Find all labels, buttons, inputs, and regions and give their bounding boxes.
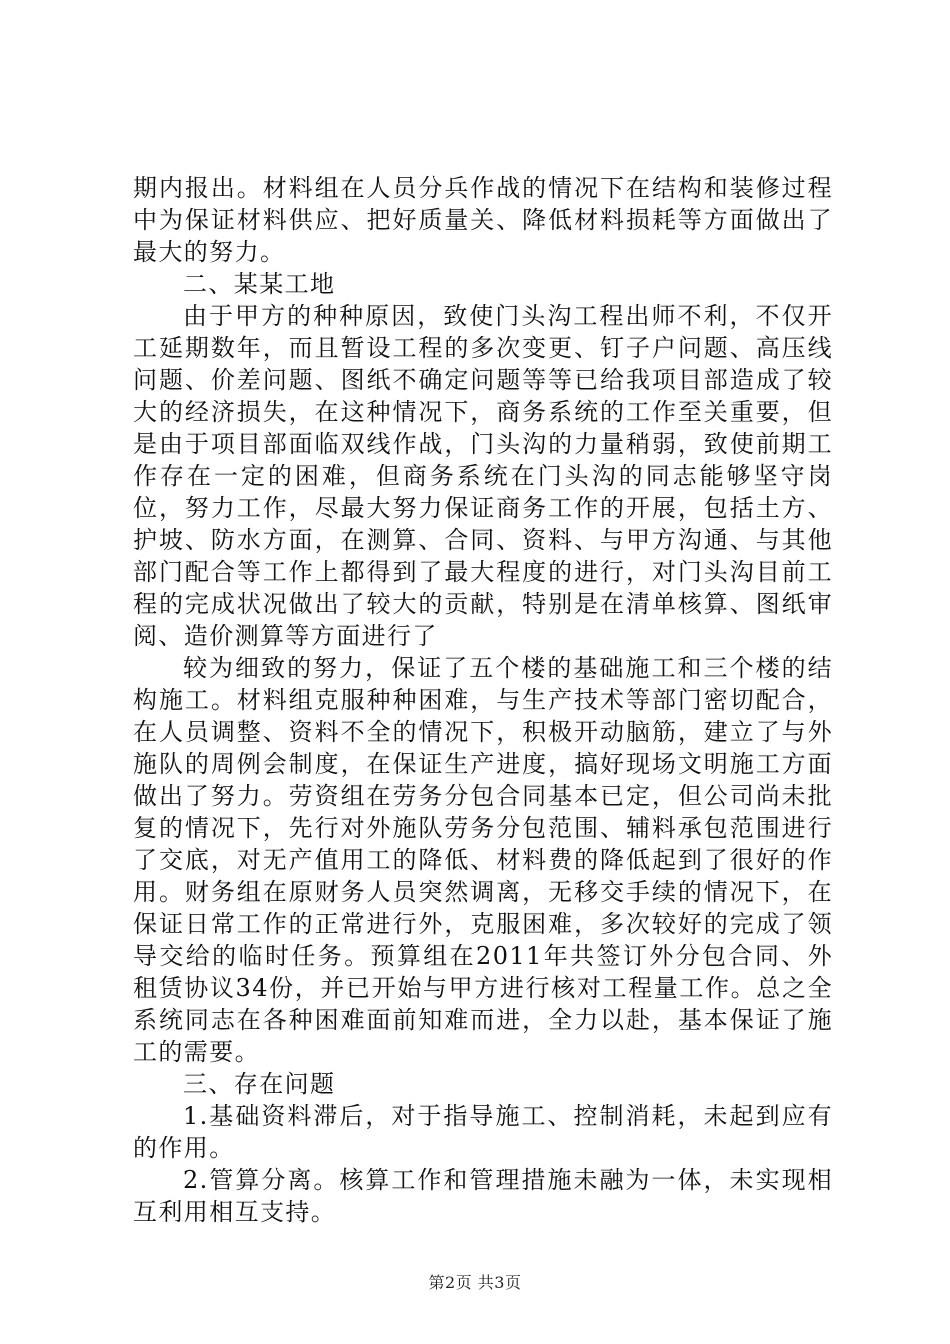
- document-body: [133, 172, 833, 1228]
- paragraph-continuation: 期内报出。材料组在人员分兵作战的情况下在结构和装修过程中为保证材料供应、把好质量关、降低材料损耗等方面做出了最大的努力。: [133, 174, 833, 266]
- section-heading-issues: 三、存在问题: [183, 1070, 336, 1098]
- issue-item-1: 1.基础资料滞后，对于指导施工、控制消耗，未起到应有的作用。: [133, 1102, 833, 1162]
- paragraph-site-details: 较为细致的努力，保证了五个楼的基础施工和三个楼的结构施工。材料组克服种种困难，与生产技术等部门密切配合，在人员调整、资料不全的情况下，积极开动脑筋，建立了与外施队的周例会制度，在保证生产进度，搞好现场文明施工方面做出了努力。劳资组在劳务分包合同基本已定，但公司尚未批复的情况下，先行对外施队劳务分包范围、辅料承包范围进行了交底，对无产值用工的降低、材料费的降低起到了很好的作用。财务组在原财务人员突然调离，无移交手续的情况下，在保证日常工作的正常进行外，克服困难，多次较好的完成了领导交给的临时任务。预算组在2011年共签订外分包合同、外租赁协议34份，并已开始与甲方进行核对工程量工作。总之全系统同志在各种困难面前知难而进，全力以赴，基本保证了施工的需要。: [133, 654, 833, 1066]
- page-footer: 第2页 共3页: [428, 1273, 522, 1292]
- paragraph-site-overview: 由于甲方的种种原因，致使门头沟工程出师不利，不仅开工延期数年，而且暂设工程的多次变更、钉子户问题、高压线问题、价差问题、图纸不确定问题等等已给我项目部造成了较大的经济损失，在这种情况下，商务系统的工作至关重要，但是由于项目部面临双线作战，门头沟的力量稍弱，致使前期工作存在一定的困难，但商务系统在门头沟的同志能够坚守岗位，努力工作，尽最大努力保证商务工作的开展，包括土方、护坡、防水方面，在测算、合同、资料、与甲方沟通、与其他部门配合等工作上都得到了最大程度的进行，对门头沟目前工程的完成状况做出了较大的贡献，特别是在清单核算、图纸审阅、造价测算等方面进行了: [133, 302, 833, 650]
- section-heading-site: 二、某某工地: [183, 270, 336, 298]
- issue-item-2: 2.管算分离。核算工作和管理措施未融为一体，未实现相互利用相互支持。: [133, 1166, 833, 1226]
